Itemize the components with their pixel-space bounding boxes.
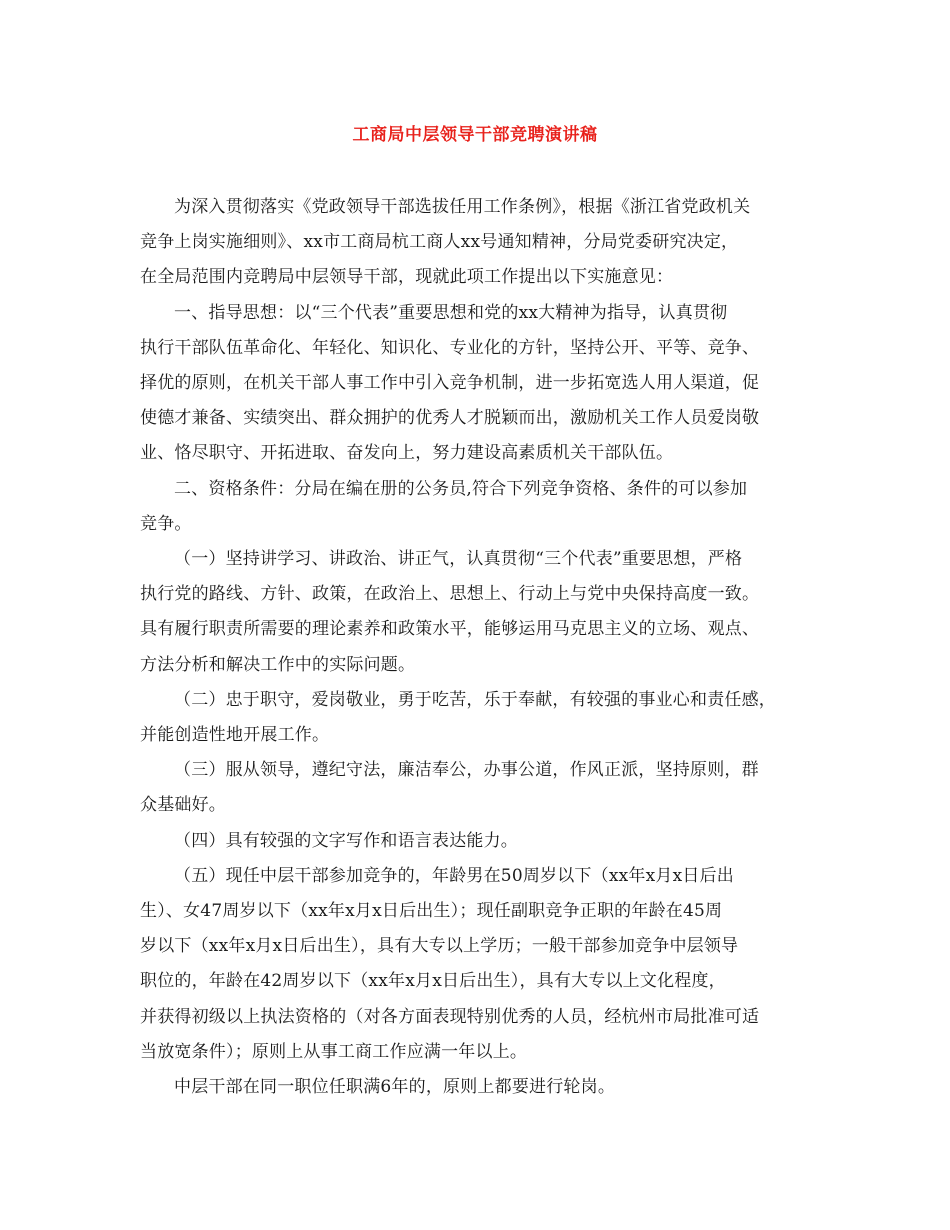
text-line: 竞争上岗实施细则》、xx市工商局杭工商人xx号通知精神，分局党委研究决定，	[140, 232, 739, 253]
paragraph-qualifications	[140, 472, 824, 542]
paragraph-item-5	[140, 859, 824, 1070]
text-line: 二、资格条件：分局在编在册的公务员,符合下列竞争资格、条件的可以参加	[174, 478, 748, 499]
text-line: 具有履行职责所需要的理论素养和政策水平，能够运用马克思主义的立场、观点、	[140, 619, 760, 640]
text-line: 使德才兼备、实绩突出、群众拥护的优秀人才脱颖而出，激励机关工作人员爱岗敬	[140, 408, 760, 429]
paragraph-item-4	[140, 824, 824, 859]
paragraph-rotation	[140, 1070, 824, 1105]
text-line: 并能创造性地开展工作。	[140, 725, 330, 746]
text-line: 生）、女47周岁以下（xx年x月x日后出生）；现任副职竞争正职的年龄在45周	[140, 901, 723, 922]
text-line: 执行干部队伍革命化、年轻化、知识化、专业化的方针，坚持公开、平等、竞争、	[140, 337, 760, 358]
text-line: 方法分析和解决工作中的实际问题。	[140, 654, 416, 675]
text-line: （二）忠于职守，爱岗敬业，勇于吃苦，乐于奉献，有较强的事业心和责任感，	[174, 689, 776, 710]
text-line: 中层干部在同一职位任职满6年的，原则上都要进行轮岗。	[174, 1077, 616, 1098]
text-line: 一、指导思想：以“三个代表”重要思想和党的xx大精神为指导，认真贯彻	[174, 302, 728, 323]
text-line: 在全局范围内竞聘局中层领导干部，现就此项工作提出以下实施意见：	[140, 267, 674, 288]
paragraph-item-1	[140, 542, 824, 683]
text-line: （一）坚持讲学习、讲政治、讲正气，认真贯彻“三个代表”重要思想，严格	[174, 549, 743, 570]
text-line: （三）服从领导，遵纪守法，廉洁奉公，办事公道，作风正派，坚持原则，群	[174, 760, 759, 781]
paragraph-item-3	[140, 753, 824, 823]
document-title: 工商局中层领导干部竞聘演讲稿	[352, 125, 598, 145]
text-line: 职位的，年龄在42周岁以下（xx年x月x日后出生），具有大专以上文化程度，	[140, 971, 726, 992]
text-line: 众基础好。	[140, 795, 226, 816]
text-line: 为深入贯彻落实《党政领导干部选拔任用工作条例》，根据《浙江省党政机关	[174, 197, 751, 217]
document-body	[140, 190, 824, 1105]
paragraph-guiding-thought	[140, 296, 824, 472]
text-line: （四）具有较强的文字写作和语言表达能力。	[174, 830, 518, 851]
text-line: （五）现任中层干部参加竞争的，年龄男在50周岁以下（xx年x月x日后出	[174, 865, 734, 886]
text-line: 执行党的路线、方针、政策，在政治上、思想上、行动上与党中央保持高度一致。	[140, 584, 760, 605]
text-line: 岁以下（xx年x月x日后出生），具有大专以上学历；一般干部参加竞争中层领导	[140, 936, 739, 957]
text-line: 业、恪尽职守、开拓进取、奋发向上，努力建设高素质机关干部队伍。	[140, 443, 674, 464]
paragraph-intro	[140, 190, 824, 296]
text-line: 并获得初级以上执法资格的（对各方面表现特别优秀的人员，经杭州市局批准可适	[140, 1006, 760, 1027]
text-line: 竞争。	[140, 513, 192, 534]
text-line: 择优的原则，在机关干部人事工作中引入竞争机制，进一步拓宽选人用人渠道，促	[140, 373, 760, 394]
paragraph-item-2	[140, 683, 824, 753]
text-line: 当放宽条件）；原则上从事工商工作应满一年以上。	[140, 1041, 528, 1062]
